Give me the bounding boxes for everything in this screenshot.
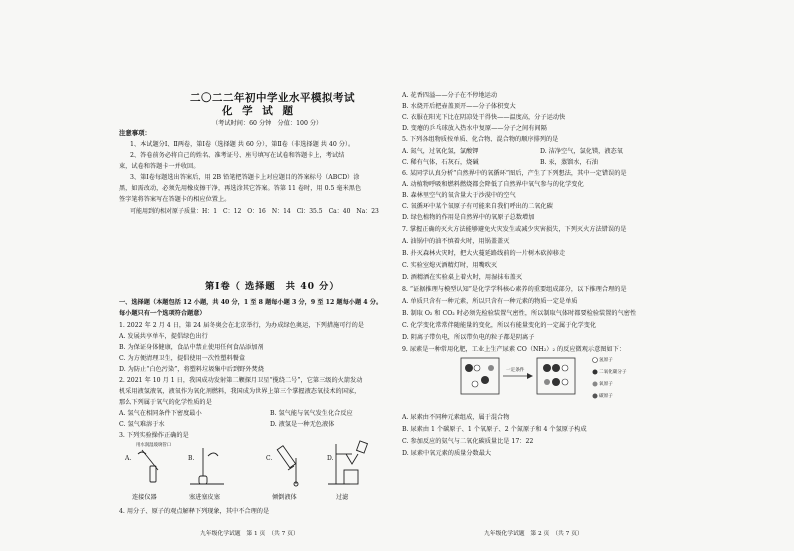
q9-option-a: A. 尿素由不同种元素组成，属于混合物 — [402, 414, 510, 421]
note-line-2: 2、答卷前务必将自己的姓名、准考证号、座号填写在试卷和答题卡上，考试结 — [130, 152, 345, 159]
apparatus-d-icon — [328, 441, 367, 484]
q9-reaction-diagram — [455, 354, 655, 406]
right-page-footer: 九年级化学试题 第 2 页 （共 7 页） — [484, 531, 583, 537]
note-line-5: 黑，如需改动，必须先用橡皮擦干净，再选涂其它答案。答第 11 卷时，用 0.5 毫米黑色 — [119, 185, 362, 192]
product-molecules-icon — [543, 364, 568, 386]
q8-option-b: B. 制取 O₂ 和 CO₂ 时必须先检验装置气密性，所以制取气体时都要检验装置的气密性 — [402, 310, 637, 317]
q3-label-b: B. — [188, 455, 195, 462]
q2-option-d: D. 液氢是一种无色液体 — [270, 421, 335, 428]
q1-stem: 1. 2022 年 2 月 4 日，第 24 届冬奥会在北京举行，为办成绿色奥运，下列措施可行的是 — [119, 322, 364, 329]
q4-stem: 4. 用分子、原子的观点解释下列现象，其中不合理的是 — [119, 508, 270, 515]
q2-option-b: B. 氢气能与氧气发生化合反应 — [270, 410, 353, 417]
section-heading-2: 每小题只有一个选项符合题意） — [119, 310, 206, 317]
exam-info: （考试时间：60 分钟 分值：100 分） — [212, 120, 323, 127]
q3-caption-a: 连接仪器 — [132, 494, 157, 501]
q2-option-c: C. 氢气难溶于水 — [119, 421, 165, 428]
q8-stem: 8. “证据推理与模型认知”是化学学科核心素养的重要组成部分，以下推理合理的是 — [402, 286, 627, 293]
q2-option-a: A. 氢气在相同条件下密度最小 — [119, 410, 202, 417]
q1-option-a: A. 发展共享单车，提倡绿色出行 — [119, 333, 208, 340]
q6-stem: 6. 某同学认真分析“自然界中的氧循环”图后，产生了下列想法，其中一定错误的是 — [402, 170, 627, 177]
note-line-1: 1、本试题分Ⅰ、Ⅱ两卷，第Ⅰ卷（选择题 共 60 分），第Ⅱ卷（非选择题 共 40 分）。 — [130, 141, 355, 148]
q1-option-d: D. 为防止“白色污染”，将塑料垃圾集中后到野外焚烧 — [119, 366, 264, 373]
legend-symbols-icon — [593, 358, 598, 399]
q9-option-b: B. 尿素由 1 个碳原子、1 个氧原子、2 个氮原子和 4 个氢原子构成 — [402, 426, 587, 433]
legend-co2: 二氧化碳分子 — [599, 370, 627, 375]
q9-option-d: D. 尿素中氧元素的质量分数最大 — [402, 450, 492, 457]
q3-caption-b: 塞进塞皮塞 — [189, 494, 220, 501]
q6-option-b: B. 森林里空气的氧含量大于沙漠中的空气 — [402, 192, 516, 199]
legend-carbon: 碳原子 — [599, 394, 613, 399]
q8-option-c: C. 化学变化常常伴随能量的变化，所以有能量变化的一定属于化学变化 — [402, 322, 597, 329]
q8-option-d: D. 阴离子带负电，所以带负电的粒子都是阴离子 — [402, 334, 535, 341]
q3-label-a: A. — [125, 455, 132, 462]
q3-caption-c: 倾倒液体 — [272, 494, 297, 501]
q7-stem: 7. 掌握正确的灭火方法能够避免火灾发生或减少灾害损失，下列灭火方法错误的是 — [402, 226, 627, 233]
q3-stem: 3. 下列实验操作正确的是 — [119, 432, 189, 439]
q1-option-c: C. 为方便清理卫生，提倡使用一次性塑料餐盒 — [119, 355, 246, 362]
q3-label-c: C. — [266, 455, 273, 462]
apparatus-c-icon — [277, 446, 298, 486]
q4-option-a: A. 花香四溢——分子在不停地运动 — [402, 92, 498, 99]
q2-stem-1: 2. 2021 年 10 月 1 日，我国成功发射第二颗探月卫星“揽绕二号”，它第三级的火箭发动 — [119, 377, 363, 384]
q5-option-a: A. 氮气，过氧化氢，氯酸钾 — [402, 148, 479, 155]
exam-title: 二〇二二年初中学业水平模拟考试 — [190, 92, 355, 104]
apparatus-b-icon — [190, 448, 224, 484]
note-line-6: 签字笔将答案写在答题卡的相应位置上。 — [119, 196, 231, 203]
note-line-3: 束，试卷和答题卡一并收回。 — [119, 163, 200, 170]
notes-heading: 注意事项： — [119, 129, 151, 137]
atomic-masses: 可能用到的相对原子质量：H：1 C：12 O：16 N：14 Cl：35.5 Ca：40 Na：23 — [130, 208, 379, 215]
q5-option-b: B. 汞，蒸馏水，石油 — [540, 159, 598, 166]
q7-option-d: D. 酒精洒在实验桌上着火时，用湿抹布盖灭 — [402, 274, 523, 281]
q5-option-d: D. 洁净空气，氯化镁，液态氧 — [540, 148, 623, 155]
legend-oxygen: 氧原子 — [599, 382, 613, 387]
reactant-molecules-icon — [465, 364, 494, 387]
q6-option-a: A. 动植物呼吸和燃料燃烧都会降低了自然界中氧气参与的化学变化 — [402, 181, 584, 188]
q8-option-a: A. 单质只含有一种元素，所以只含有一种元素的物质一定是单质 — [402, 298, 578, 305]
q3-label-d: D. — [327, 455, 334, 462]
q7-option-c: C. 实验室熄灭酒精灯时，用嘴吹灭 — [402, 262, 498, 269]
q9-condition: 一定条件 — [506, 368, 525, 373]
section-heading-1: 一、选择题（本题包括 12 小题，共 40 分，1 至 8 题每小题 3 分，9 至 12 题每小题 4 分。 — [119, 299, 383, 306]
q7-option-a: A. 油锅中的油不慎着火时，用锅盖盖灭 — [402, 238, 510, 245]
q3-image-note: 用水润湿玻璃管口 — [136, 443, 172, 448]
q7-option-b: B. 扑灭森林火灾时，把大火蔓延路线前的一片树木砍掉移走 — [402, 250, 566, 257]
q9-option-c: C. 参加反应的氨气与二氧化碳质量比是 17：22 — [402, 438, 534, 445]
q2-stem-2: 机采用液氢液氧，液氧作为氧化剂燃料，我国成为世界上第三个掌握液态氧技术的国家， — [119, 388, 361, 395]
q3-caption-d: 过滤 — [336, 494, 349, 501]
apparatus-a-icon — [138, 450, 158, 482]
volume-title: 第Ⅰ卷（ 选择题 共 40 分） — [205, 281, 340, 292]
q3-apparatus-drawings — [128, 440, 380, 488]
left-page-footer: 九年级化学试题 第 1 页 （共 7 页） — [200, 531, 299, 537]
q6-option-d: D. 绿色植物的作用是自然界中的氧原子总数增加 — [402, 214, 535, 221]
q4-option-b: B. 水烧开后把壶盖顶开——分子体积变大 — [402, 103, 516, 110]
q4-option-d: D. 变瘪的乒乓球放入热水中复原——分子之间有间隔 — [402, 125, 547, 132]
q2-stem-3: 那么下列属于氧气的化学性质的是 — [119, 399, 212, 406]
subject-title: 化 学 试 题 — [222, 105, 296, 117]
note-line-4: 3、第Ⅰ卷每题选出答案后，用 2B 铅笔把答题卡上对应题目的答案标号（ABCD）涂 — [130, 174, 360, 181]
q9-stem: 9. 尿素是一种常用化肥，工业上生产尿素 CO（NH₂）₂ 的反应微观示意图如下： — [402, 346, 626, 353]
q6-option-c: C. 氧循环中某个氧原子有可能来自我们呼出的二氧化碳 — [402, 203, 553, 210]
q4-option-c: C. 衣服在阳光下比在阴凉处干得快——温度高，分子运动快 — [402, 114, 566, 121]
q5-stem: 5. 下列各组物质按单质、化合物、混合物的顺序排列的是 — [402, 136, 559, 143]
q5-option-c: C. 稀有气体，石灰石，烧碱 — [402, 159, 479, 166]
q1-option-b: B. 为保证身体健康，食品中禁止使用任何食品添加剂 — [119, 344, 264, 351]
legend-hydrogen: 氢原子 — [599, 358, 613, 363]
